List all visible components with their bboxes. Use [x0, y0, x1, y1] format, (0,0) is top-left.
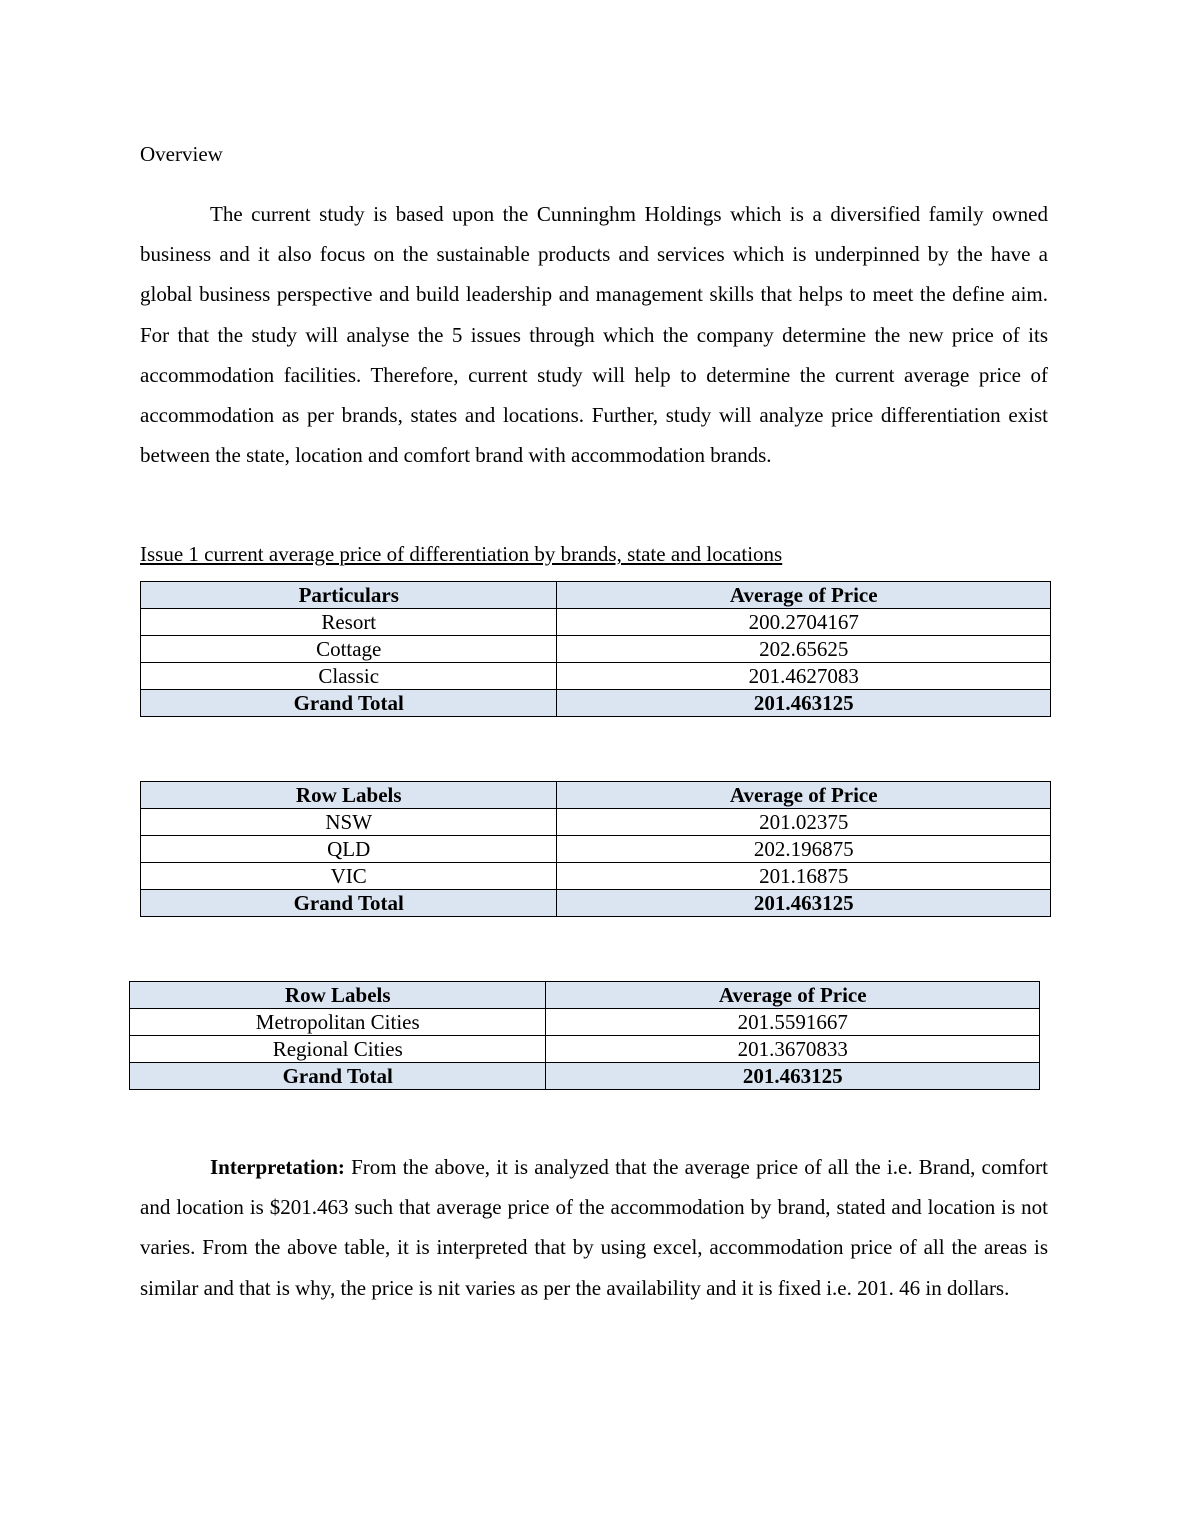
table-row: [141, 809, 1051, 836]
overview-heading: Overview: [140, 142, 223, 166]
column-header: Particulars: [141, 582, 557, 609]
row-value: 202.65625: [557, 636, 1051, 663]
row-value: 201.16875: [557, 863, 1051, 890]
table-row: [141, 863, 1051, 890]
table-row: [130, 1036, 1040, 1063]
column-header: Average of Price: [546, 982, 1040, 1009]
row-value: 201.4627083: [557, 663, 1051, 690]
table-row: [141, 836, 1051, 863]
row-label: QLD: [141, 836, 557, 863]
interpretation-text: From the above, it is analyzed that the average price of all the i.e. Brand, comfort and location is $201.463 such that average price of the accommodation by brand, stated and location is not varies. From the above table, it is interpreted that by using excel, accommodation price of all the areas is similar and that is why, the price is nit varies as per the availability and it is fixed i.e. 201. 46 in dollars.: [140, 1155, 1048, 1300]
row-label: Resort: [141, 609, 557, 636]
grand-total-row: [130, 1063, 1040, 1090]
column-header: Row Labels: [141, 782, 557, 809]
column-header: Average of Price: [557, 582, 1051, 609]
row-value: 200.2704167: [557, 609, 1051, 636]
row-label: NSW: [141, 809, 557, 836]
total-label: Grand Total: [141, 890, 557, 917]
grand-total-row: [141, 690, 1051, 717]
table-row: [141, 663, 1051, 690]
row-value: 201.5591667: [546, 1009, 1040, 1036]
table-header-row: [141, 782, 1051, 809]
overview-text: The current study is based upon the Cunninghm Holdings which is a diversified family owned business and it also focus on the sustainable products and services which is underpinned by the have a global business perspective and build leadership and management skills that helps to meet the define aim. For that the study will analyse the 5 issues through which the company determine the new price of its accommodation facilities. Therefore, current study will help to determine the current average price of accommodation as per brands, states and locations. Further, study will analyze price differentiation exist between the state, location and comfort brand with accommodation brands.: [140, 202, 1048, 468]
row-value: 202.196875: [557, 836, 1051, 863]
interpretation-paragraph: [140, 1147, 1048, 1308]
overview-paragraph: [140, 194, 1048, 475]
brand-price-table: [140, 581, 1051, 717]
row-label: Regional Cities: [130, 1036, 546, 1063]
column-header: Row Labels: [130, 982, 546, 1009]
total-value: 201.463125: [557, 890, 1051, 917]
table-row: [130, 1009, 1040, 1036]
issue-1-title: Issue 1 current average price of differentiation by brands, state and locations: [140, 542, 783, 566]
row-label: Classic: [141, 663, 557, 690]
table-row: [141, 636, 1051, 663]
total-value: 201.463125: [546, 1063, 1040, 1090]
table-row: [141, 609, 1051, 636]
column-header: Average of Price: [557, 782, 1051, 809]
row-label: Metropolitan Cities: [130, 1009, 546, 1036]
table-header-row: [141, 582, 1051, 609]
total-label: Grand Total: [141, 690, 557, 717]
table-header-row: [130, 982, 1040, 1009]
grand-total-row: [141, 890, 1051, 917]
interpretation-label: Interpretation:: [210, 1155, 345, 1179]
location-price-table: [129, 981, 1040, 1090]
row-label: VIC: [141, 863, 557, 890]
row-value: 201.3670833: [546, 1036, 1040, 1063]
total-value: 201.463125: [557, 690, 1051, 717]
row-label: Cottage: [141, 636, 557, 663]
total-label: Grand Total: [130, 1063, 546, 1090]
state-price-table: [140, 781, 1051, 917]
row-value: 201.02375: [557, 809, 1051, 836]
